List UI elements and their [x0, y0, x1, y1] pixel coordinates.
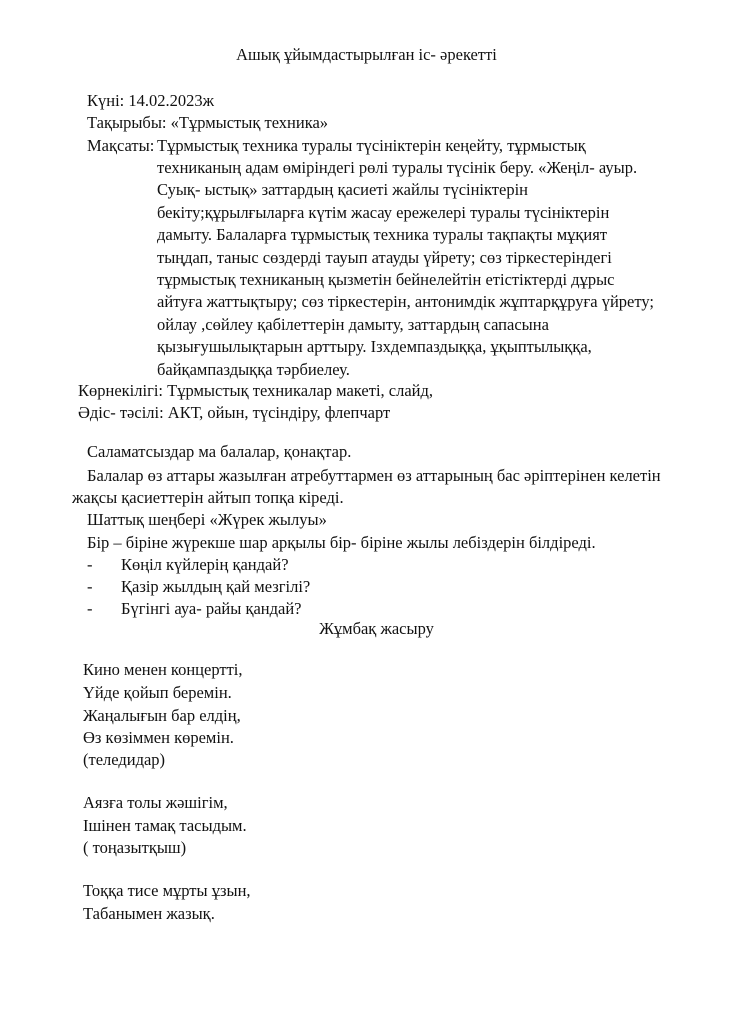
goal-label: Мақсаты:	[87, 136, 155, 155]
question-item	[87, 554, 289, 576]
dash-bullet: -	[87, 577, 93, 596]
goal-line: бекіту;құрылғыларға күтім жасау ережелері туралы түсініктерін	[157, 202, 610, 222]
methods-line: Әдіс- тәсілі: АКТ, ойын, түсіндіру, флепчарт	[78, 403, 391, 422]
goal-line: Суық- ыстық» заттардың қасиеті жайлы түсініктерін	[157, 180, 529, 200]
goal-line: қызығушылықтарын арттыру. Ізхдемпаздыққа, ұқыптылыққа,	[157, 337, 592, 357]
goal-line: техниканың адам өміріндегі рөлі туралы түсінік беру. «Жеңіл- ауыр.	[157, 158, 638, 177]
riddle-1-answer: (теледидар)	[83, 750, 166, 769]
riddle-1-line: Өз көзіммен көремін.	[83, 728, 234, 747]
goal-first-line: Тұрмыстық техника туралы түсініктерін кеңейту, тұрмыстық	[157, 136, 586, 155]
riddle-1-line: Кино менен концертті,	[83, 660, 243, 679]
question-text: Бүгінгі ауа- райы қандай?	[121, 599, 302, 618]
greeting-line: Саламатсыздар ма балалар, қонақтар.	[87, 442, 352, 461]
circle-description: Бір – біріне жүрекше шар арқылы бір- біріне жылы лебіздерін білдіреді.	[87, 533, 596, 552]
question-text: Көңіл күйлерің қандай?	[121, 555, 289, 574]
riddle-2-line: Аязға толы жәшігім,	[83, 793, 228, 812]
riddle-1-line: Үйде қойып беремін.	[83, 683, 232, 702]
goal-line: айтуға жаттықтыру; сөз тіркестерін, антонимдік жұптарқұруға үйрету;	[157, 292, 654, 312]
riddle-2-line: Ішінен тамақ тасыдым.	[83, 816, 247, 835]
goal-line: дамыту. Балаларға тұрмыстық техника туралы тақпақты мұқият	[157, 225, 608, 245]
question-text: Қазір жылдың қай мезгілі?	[121, 577, 311, 596]
goal-text	[157, 157, 654, 381]
date-line: Күні: 14.02.2023ж	[87, 91, 215, 110]
riddle-3-line: Тоққа тисе мұрты ұзын,	[83, 881, 251, 900]
dash-bullet: -	[87, 599, 93, 618]
riddle-2-answer: ( тоңазытқыш)	[83, 838, 187, 857]
visuals-line: Көрнекілігі: Тұрмыстық техникалар макеті, слайд,	[78, 381, 434, 400]
question-item	[87, 598, 302, 620]
riddle-3-line: Табанымен жазық.	[83, 904, 215, 923]
topic-line: Тақырыбы: «Тұрмыстық техника»	[87, 113, 329, 132]
intro-line-2: жақсы қасиеттерін айтып топқа кіреді.	[72, 488, 344, 507]
goal-line: тыңдап, таныс сөздерді тауып атауды үйрету; сөз тіркестеріндегі	[157, 247, 612, 267]
dash-bullet: -	[87, 555, 93, 574]
circle-title: Шаттық шеңбері «Жүрек жылуы»	[87, 510, 327, 529]
riddle-heading: Жұмбақ жасыру	[319, 619, 434, 638]
question-item	[87, 576, 310, 598]
goal-line: ойлау ,сөйлеу қабілеттерін дамыту, заттардың сапасына	[157, 314, 549, 334]
intro-line-1: Балалар өз аттары жазылған атребуттармен өз аттарының бас әріптерінен келетін	[87, 466, 661, 485]
document-title: Ашық ұйымдастырылған іс- әрекетті	[236, 45, 497, 64]
riddle-1-line: Жаңалығын бар елдің,	[83, 706, 241, 725]
goal-line: тұрмыстық техниканың қызметін бейнелейтін етістіктерді дұрыс	[157, 270, 615, 290]
goal-line: байқампаздыққа тәрбиелеу.	[157, 359, 350, 379]
